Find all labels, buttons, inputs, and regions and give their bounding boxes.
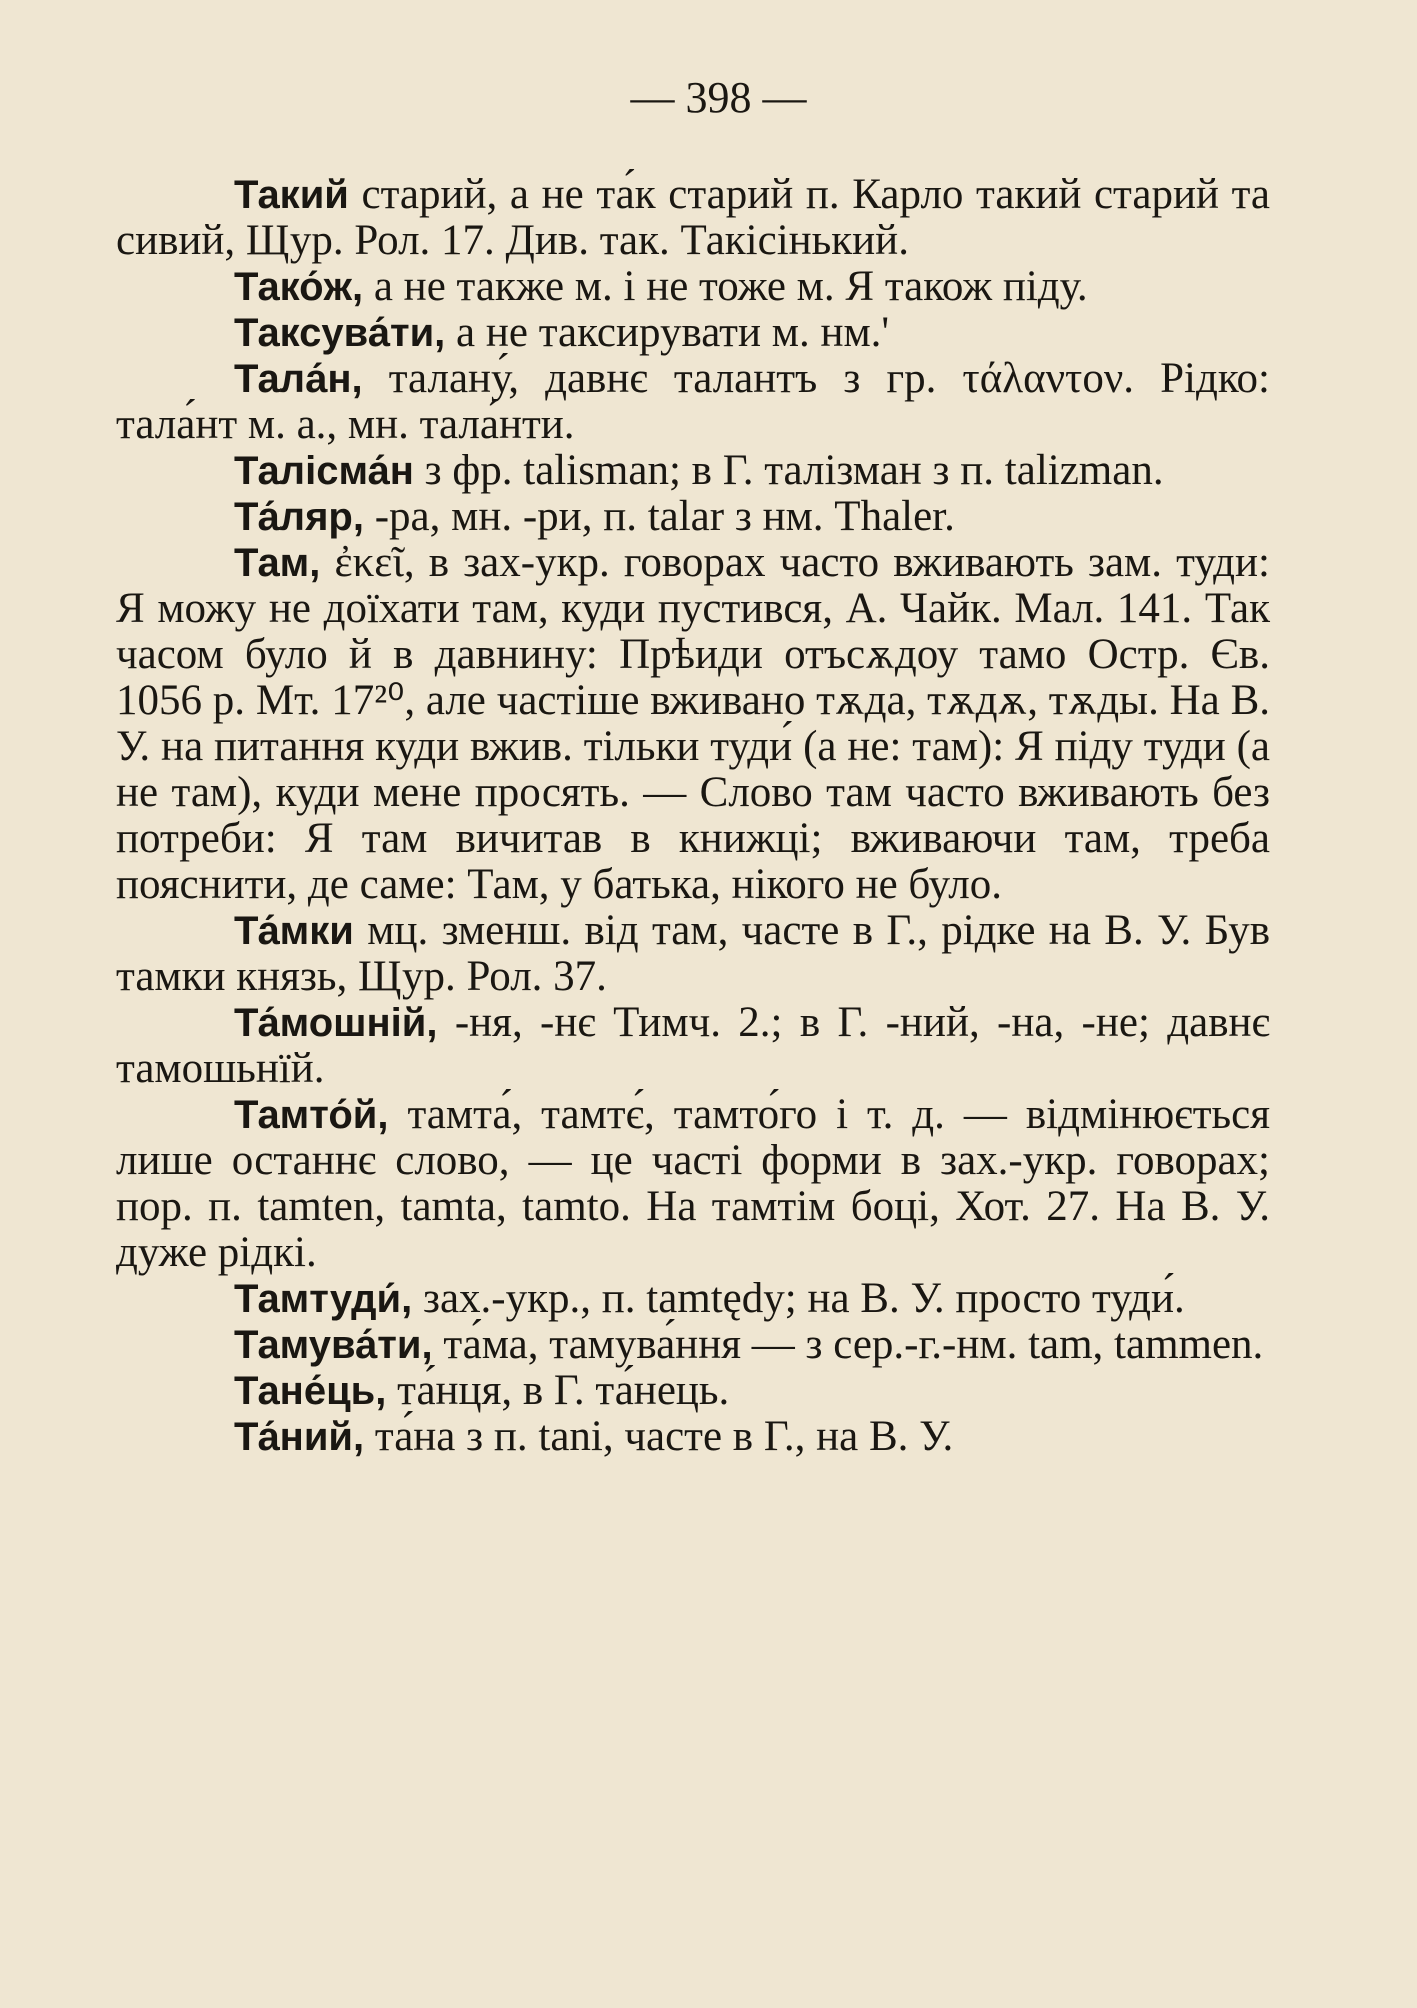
entry-headword: Та́ний, [234,1415,365,1459]
page-number: — 398 — [630,73,807,122]
dictionary-entry [116,172,1270,264]
entry-text: та́ма, тамува́ння — з сер.-г.-нм. tam, tammen. [443,1321,1264,1368]
entry-text: талану́, давнє талантъ з гр. τάλαντον. Рідко: тала́нт м. а., мн. тала́нти. [116,355,1270,448]
dictionary-entry [116,908,1270,1000]
dictionary-entry [116,1322,1270,1368]
entry-headword: Таксува́ти, [234,311,446,355]
dictionary-entry [116,1368,1270,1414]
entry-text: ἐκεῖ, в зах-укр. говорах часто вживають зам. туди: Я можу не доїхати там, куди пустився, А. Чайк. Мал. 141. Так часом було й в давнину: Прѣиди отъсѫдоу тамо Остр. Єв. 1056 р. Мт. 17²⁰, але частіше вживано тѫда, тѫдѫ, тѫды. На В. У. на питання куди вжив. тільки туди́ (а не: там): Я піду туди (а не там), куди мене просять. — Слово там часто вживають без потреби: Я там вичитав в книжці; вживаючи там, треба пояснити, де саме: Там, у батька, нікого не було. [116,539,1271,908]
entry-headword: Тамува́ти, [234,1323,433,1367]
entry-headword: Тане́ць, [234,1369,387,1413]
entry-headword: Тамто́й, [234,1093,389,1137]
entry-headword: Та́мошній, [234,1001,438,1045]
dictionary-entry [116,310,1270,356]
entry-headword: Тако́ж, [234,265,364,309]
dictionary-entry [116,1000,1270,1092]
entry-headword: Там, [234,541,321,585]
dictionary-entry [116,264,1270,310]
entry-text: старий, а не та́к старий п. Карло такий старий та сивий, Щур. Рол. 17. Див. так. Такісінький. [116,171,1271,264]
entry-text: з фр. talisman; в Г. талізман з п. talizman. [424,447,1164,494]
entry-text: тамта́, тамтє́, тамто́го і т. д. — відмінюється лише останнє слово, — це часті форми в зах.-укр. говорах; пор. п. tamten, tamta, tamto. На тамтім боці, Хот. 27. На В. У. дуже рідкі. [116,1091,1270,1276]
entry-headword: Тала́н, [234,357,363,401]
dictionary-entry [116,1276,1270,1322]
entry-text: а не также м. і не тоже м. Я також піду. [373,263,1088,310]
dictionary-entry [116,1414,1270,1460]
entry-headword: Такий [234,173,349,217]
entry-text: а не таксирувати м. нм.' [456,309,890,356]
dictionary-entry [116,540,1270,908]
entry-headword: Та́ляр, [234,495,364,539]
entry-headword: Талісма́н [234,449,414,493]
entry-text: мц. зменш. від там, часте в Г., рідке на В. У. Був тамки князь, Щур. Рол. 37. [116,907,1271,1000]
entry-headword: Та́мки [234,909,354,953]
dictionary-entry [116,448,1270,494]
dictionary-entry [116,356,1270,448]
entry-text: зах.-укр., п. tamtędy; на В. У. просто туди́. [422,1275,1185,1322]
entry-text: та́на з п. tani, часте в Г., на В. У. [374,1413,954,1460]
dictionary-entries [116,172,1270,1460]
entry-text: та́нця, в Г. та́нець. [397,1367,730,1414]
entry-text: -ра, мн. -ри, п. talar з нм. Thaler. [374,493,955,540]
dictionary-entry [116,494,1270,540]
dictionary-entry [116,1092,1270,1276]
entry-headword: Тамтуди́, [234,1277,413,1321]
entry-text: -ня, -нє Тимч. 2.; в Г. -ний, -на, -не; давнє тамошьнїй. [116,999,1270,1092]
